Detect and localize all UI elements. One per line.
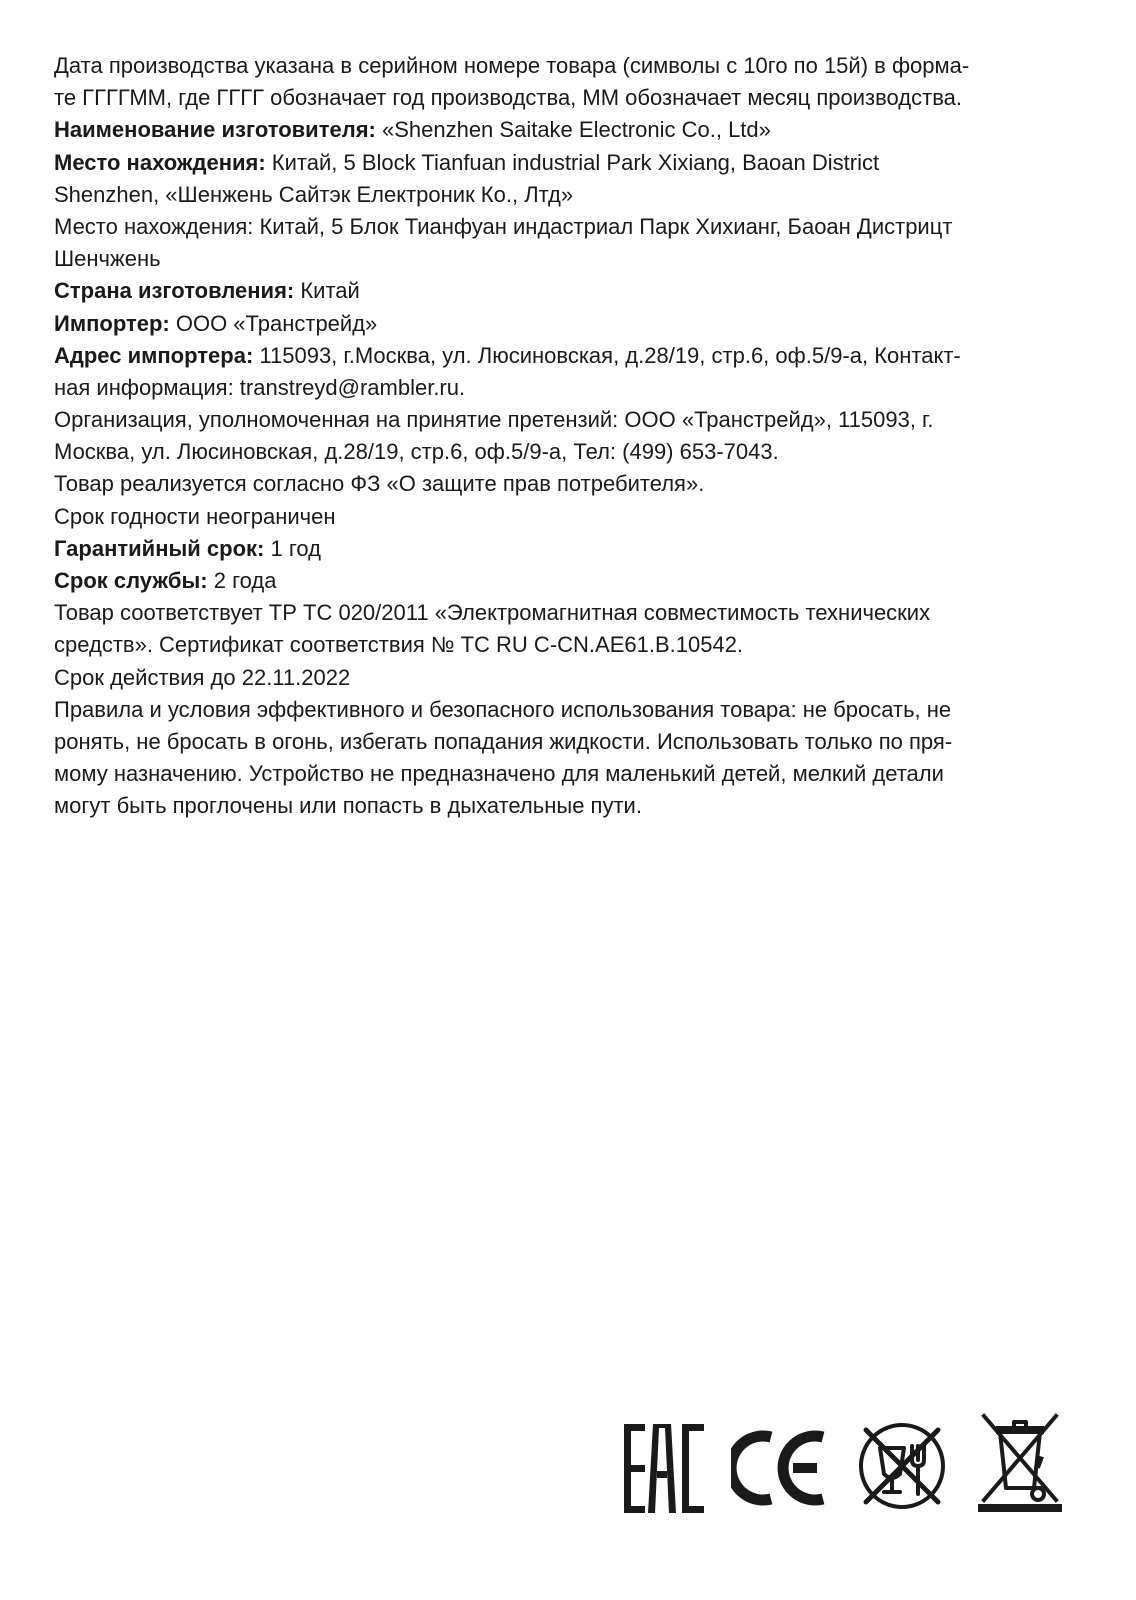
warranty-label: Гарантийный срок:: [54, 535, 265, 561]
warranty-line: Гарантийный срок: 1 год: [54, 535, 321, 561]
text-line: средств». Сертификат соответствия № ТС RU C-CN.AE61.B.10542.: [54, 632, 744, 658]
not-food-contact-icon: [856, 1420, 948, 1512]
importer-label: Импортер:: [54, 310, 170, 336]
text-line: Shenzhen, «Шенжень Сайтэк Електроник Ко., Лтд»: [54, 181, 574, 207]
text-line: Срок действия до 22.11.2022: [54, 664, 351, 690]
text-line: Срок годности неограничен: [54, 503, 336, 529]
text-line: Москва, ул. Люсиновская, д.28/19, стр.6, оф.5/9-а, Тел: (499) 653-7043.: [54, 439, 779, 465]
text-line: Товар соответствует ТР ТС 020/2011 «Электромагнитная совместимость технических: [54, 600, 931, 626]
country-line: Страна изготовления: Китай: [54, 278, 360, 304]
text-line: Товар реализуется согласно ФЗ «О защите прав потребителя».: [54, 471, 705, 497]
eac-mark-icon: [624, 1424, 704, 1513]
text-line: Шенчжень: [54, 246, 161, 272]
importer-line: Импортер: ООО «Транстрейд»: [54, 310, 378, 336]
text-line: те ГГГГММ, где ГГГГ обозначает год производства, ММ обозначает месяц производства.: [54, 85, 963, 111]
text-line: мому назначению. Устройство не предназначено для маленький детей, мелкий детали: [54, 761, 944, 787]
importer-address-line: Адрес импортера: 115093, г.Москва, ул. Люсиновская, д.28/19, стр.6, оф.5/9-а, Контакт-: [54, 342, 961, 368]
service-life-label: Срок службы:: [54, 568, 208, 593]
text-line: ронять, не бросать в огонь, избегать попадания жидкости. Использовать только по пря-: [54, 728, 953, 754]
manufacturer-name-label: Наименование изготовителя:: [54, 117, 376, 143]
ce-mark-icon: [731, 1428, 831, 1508]
text-line: Правила и условия эффективного и безопасного использования товара: не бросать, не: [54, 696, 952, 722]
country-label: Страна изготовления:: [54, 278, 295, 304]
manufacturer-location-label: Место нахождения:: [54, 149, 266, 175]
manufacturer-location-line: Место нахождения: Китай, 5 Block Tianfuan industrial Park Xixiang, Baoan District: [54, 149, 880, 175]
importer-address-label: Адрес импортера:: [54, 342, 254, 368]
manufacturer-name-line: Наименование изготовителя: «Shenzhen Saitake Electronic Co., Ltd»: [54, 117, 771, 143]
document-body: [54, 50, 1094, 823]
crossed-out-wheelie-bin-icon: [978, 1412, 1062, 1512]
text-line: Место нахождения: Китай, 5 Блок Тианфуан индастриал Парк Хихианг, Баоан Дистрицт: [54, 213, 953, 239]
text-line: могут быть проглочены или попасть в дыхательные пути.: [54, 793, 642, 819]
text-line: Дата производства указана в серийном номере товара (символы с 10го по 15й) в форма-: [54, 53, 970, 78]
service-life-line: Срок службы: 2 года: [54, 568, 277, 593]
text-line: ная информация: transtreyd@rambler.ru.: [54, 374, 466, 400]
text-line: Организация, уполномоченная на принятие претензий: ООО «Транстрейд», 115093, г.: [54, 407, 934, 433]
